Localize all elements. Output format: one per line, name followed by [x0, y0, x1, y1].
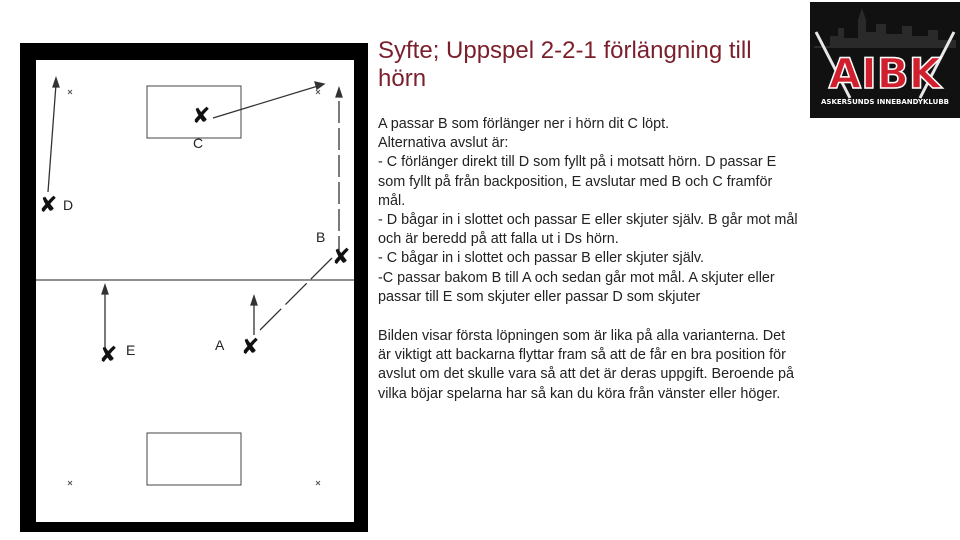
skyline-icon	[814, 8, 956, 48]
logo-letters: AIBK	[828, 49, 942, 98]
rink-surface	[36, 60, 354, 522]
player-label-e: E	[126, 342, 136, 358]
club-logo	[810, 2, 960, 118]
description-line: - C bågar in i slottet och passar B eller skjuter själv.	[378, 250, 705, 267]
description-line: Alternativa avslut är:	[378, 135, 509, 152]
description-line: A passar B som förlänger ner i hörn dit C löpt.	[378, 116, 670, 132]
explanation-text: Bilden visar första löpningen som är lika på alla varianterna. Det är viktigt att backarna flyttar fram så att de får en bra position för avslut om det skulle vara så att det är deras uppgift. Beroende på vilka böjar spelarna har så kan du köra från vänster eller höger.	[378, 328, 794, 402]
description-line: - C förlänger direkt till D som fyllt på i motsatt hörn. D passar E som fyllt på från backposition, E avslutar med B och C framför mål.	[378, 154, 777, 209]
logo-subtitle: ASKERSUNDS INNEBANDYKLUBB	[820, 98, 950, 106]
player-marker-c: ✘	[192, 104, 211, 129]
slide-title: Syfte; Uppspel 2-2-1 förlängning till hörn	[378, 37, 752, 92]
explanation-paragraph	[378, 327, 798, 404]
description-line: - D bågar in i slottet och passar E eller skjuter själv. B går mot mål och är beredd på att falla ut i Ds hörn.	[378, 212, 798, 248]
player-label-b: B	[316, 229, 326, 245]
player-marker-e: ✘	[99, 343, 118, 368]
player-marker-a: ✘	[241, 335, 260, 360]
player-label-d: D	[63, 197, 74, 213]
description-line: -C passar bakom B till A och sedan går mot mål. A skjuter eller passar till E som skjuter eller passar D som skjuter	[378, 269, 775, 305]
exercise-description	[378, 115, 798, 307]
player-marker-b: ✘	[332, 245, 351, 270]
player-marker-d: ✘	[39, 193, 58, 218]
player-label-a: A	[215, 337, 225, 353]
player-label-c: C	[193, 135, 204, 151]
